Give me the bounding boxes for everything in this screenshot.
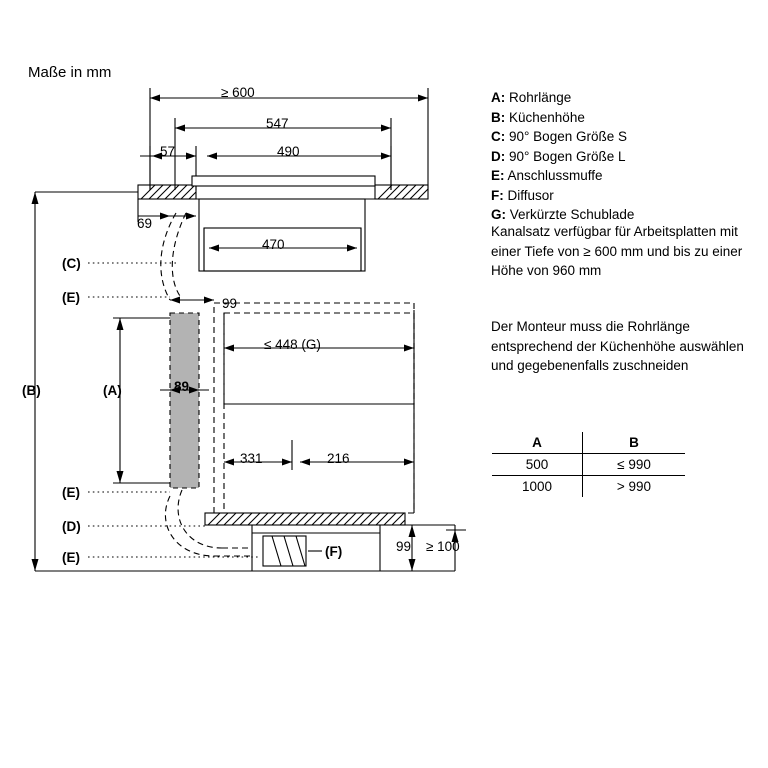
table-row: [492, 476, 685, 498]
note-installer-instruction: Der Monteur muss die Rohrlänge entsprechend der Küchenhöhe auswählen und gegebenenfalls zuschneiden: [491, 319, 744, 374]
legend-text-f: Diffusor: [507, 187, 554, 203]
callout-e-bottom: (E): [62, 550, 80, 565]
dim-216: 216: [327, 451, 350, 466]
pipe-length-table: [492, 432, 685, 497]
dim-top-overall: ≥ 600: [221, 85, 255, 100]
legend-text-b: Küchenhöhe: [509, 109, 585, 125]
legend-item-a: [491, 88, 756, 108]
legend-text-g: Verkürzte Schublade: [509, 207, 635, 223]
legend-text-a: Rohrlänge: [509, 90, 572, 105]
note-duct-availability: Kanalsatz verfügbar für Arbeitsplatten mit einer Tiefe von ≥ 600 mm und bis zu einer Höhe von 960 mm: [491, 224, 743, 279]
legend-key-a: A:: [491, 90, 506, 105]
legend-key-g: G:: [491, 207, 506, 223]
dim-99-upper: 99: [222, 296, 238, 311]
table-header-b: B: [583, 432, 686, 454]
legend-key-d: D:: [491, 148, 506, 164]
legend-key-e: E:: [491, 168, 505, 184]
dim-490: 490: [277, 144, 300, 159]
dim-547: 547: [266, 116, 289, 131]
callout-c: (C): [62, 256, 81, 271]
dim-331: 331: [240, 451, 263, 466]
dim-99-bottom: 99: [396, 539, 412, 554]
legend-item-c: [491, 127, 756, 147]
table-header-row: [492, 432, 685, 454]
legend-text-e: Anschlussmuffe: [507, 168, 603, 184]
table-cell-b-1: ≤ 990: [583, 454, 686, 476]
callout-e-middle: (E): [62, 485, 80, 500]
table-cell-a-1: 500: [492, 454, 583, 476]
callout-e-top: (E): [62, 290, 80, 305]
legend-item-f: [491, 186, 756, 206]
table-header-a: A: [492, 432, 583, 454]
table-row: [492, 454, 685, 476]
dim-57: 57: [160, 144, 176, 159]
legend-item-b: [491, 108, 756, 128]
callout-a: (A): [103, 383, 122, 398]
callout-b: (B): [22, 383, 41, 398]
legend-key-f: F:: [491, 187, 504, 203]
legend-key-b: B:: [491, 109, 506, 125]
legend-item-e: [491, 166, 756, 186]
dim-470: 470: [262, 237, 285, 252]
callout-d: (D): [62, 519, 81, 534]
legend-text-c: 90° Bogen Größe S: [509, 129, 627, 145]
dim-89: 89: [174, 379, 190, 394]
dim-min-100: ≥ 100: [426, 539, 460, 554]
legend-list: [491, 88, 756, 225]
legend-key-c: C:: [491, 129, 506, 145]
dim-drawer-448: ≤ 448 (G): [264, 337, 321, 352]
page-title: Maße in mm: [28, 64, 112, 81]
legend-text-d: 90° Bogen Größe L: [509, 148, 626, 164]
table-cell-b-2: > 990: [583, 476, 686, 498]
table-cell-a-2: 1000: [521, 479, 553, 494]
legend-item-d: [491, 147, 756, 167]
callout-f: (F): [325, 544, 343, 559]
dim-69: 69: [137, 216, 153, 231]
